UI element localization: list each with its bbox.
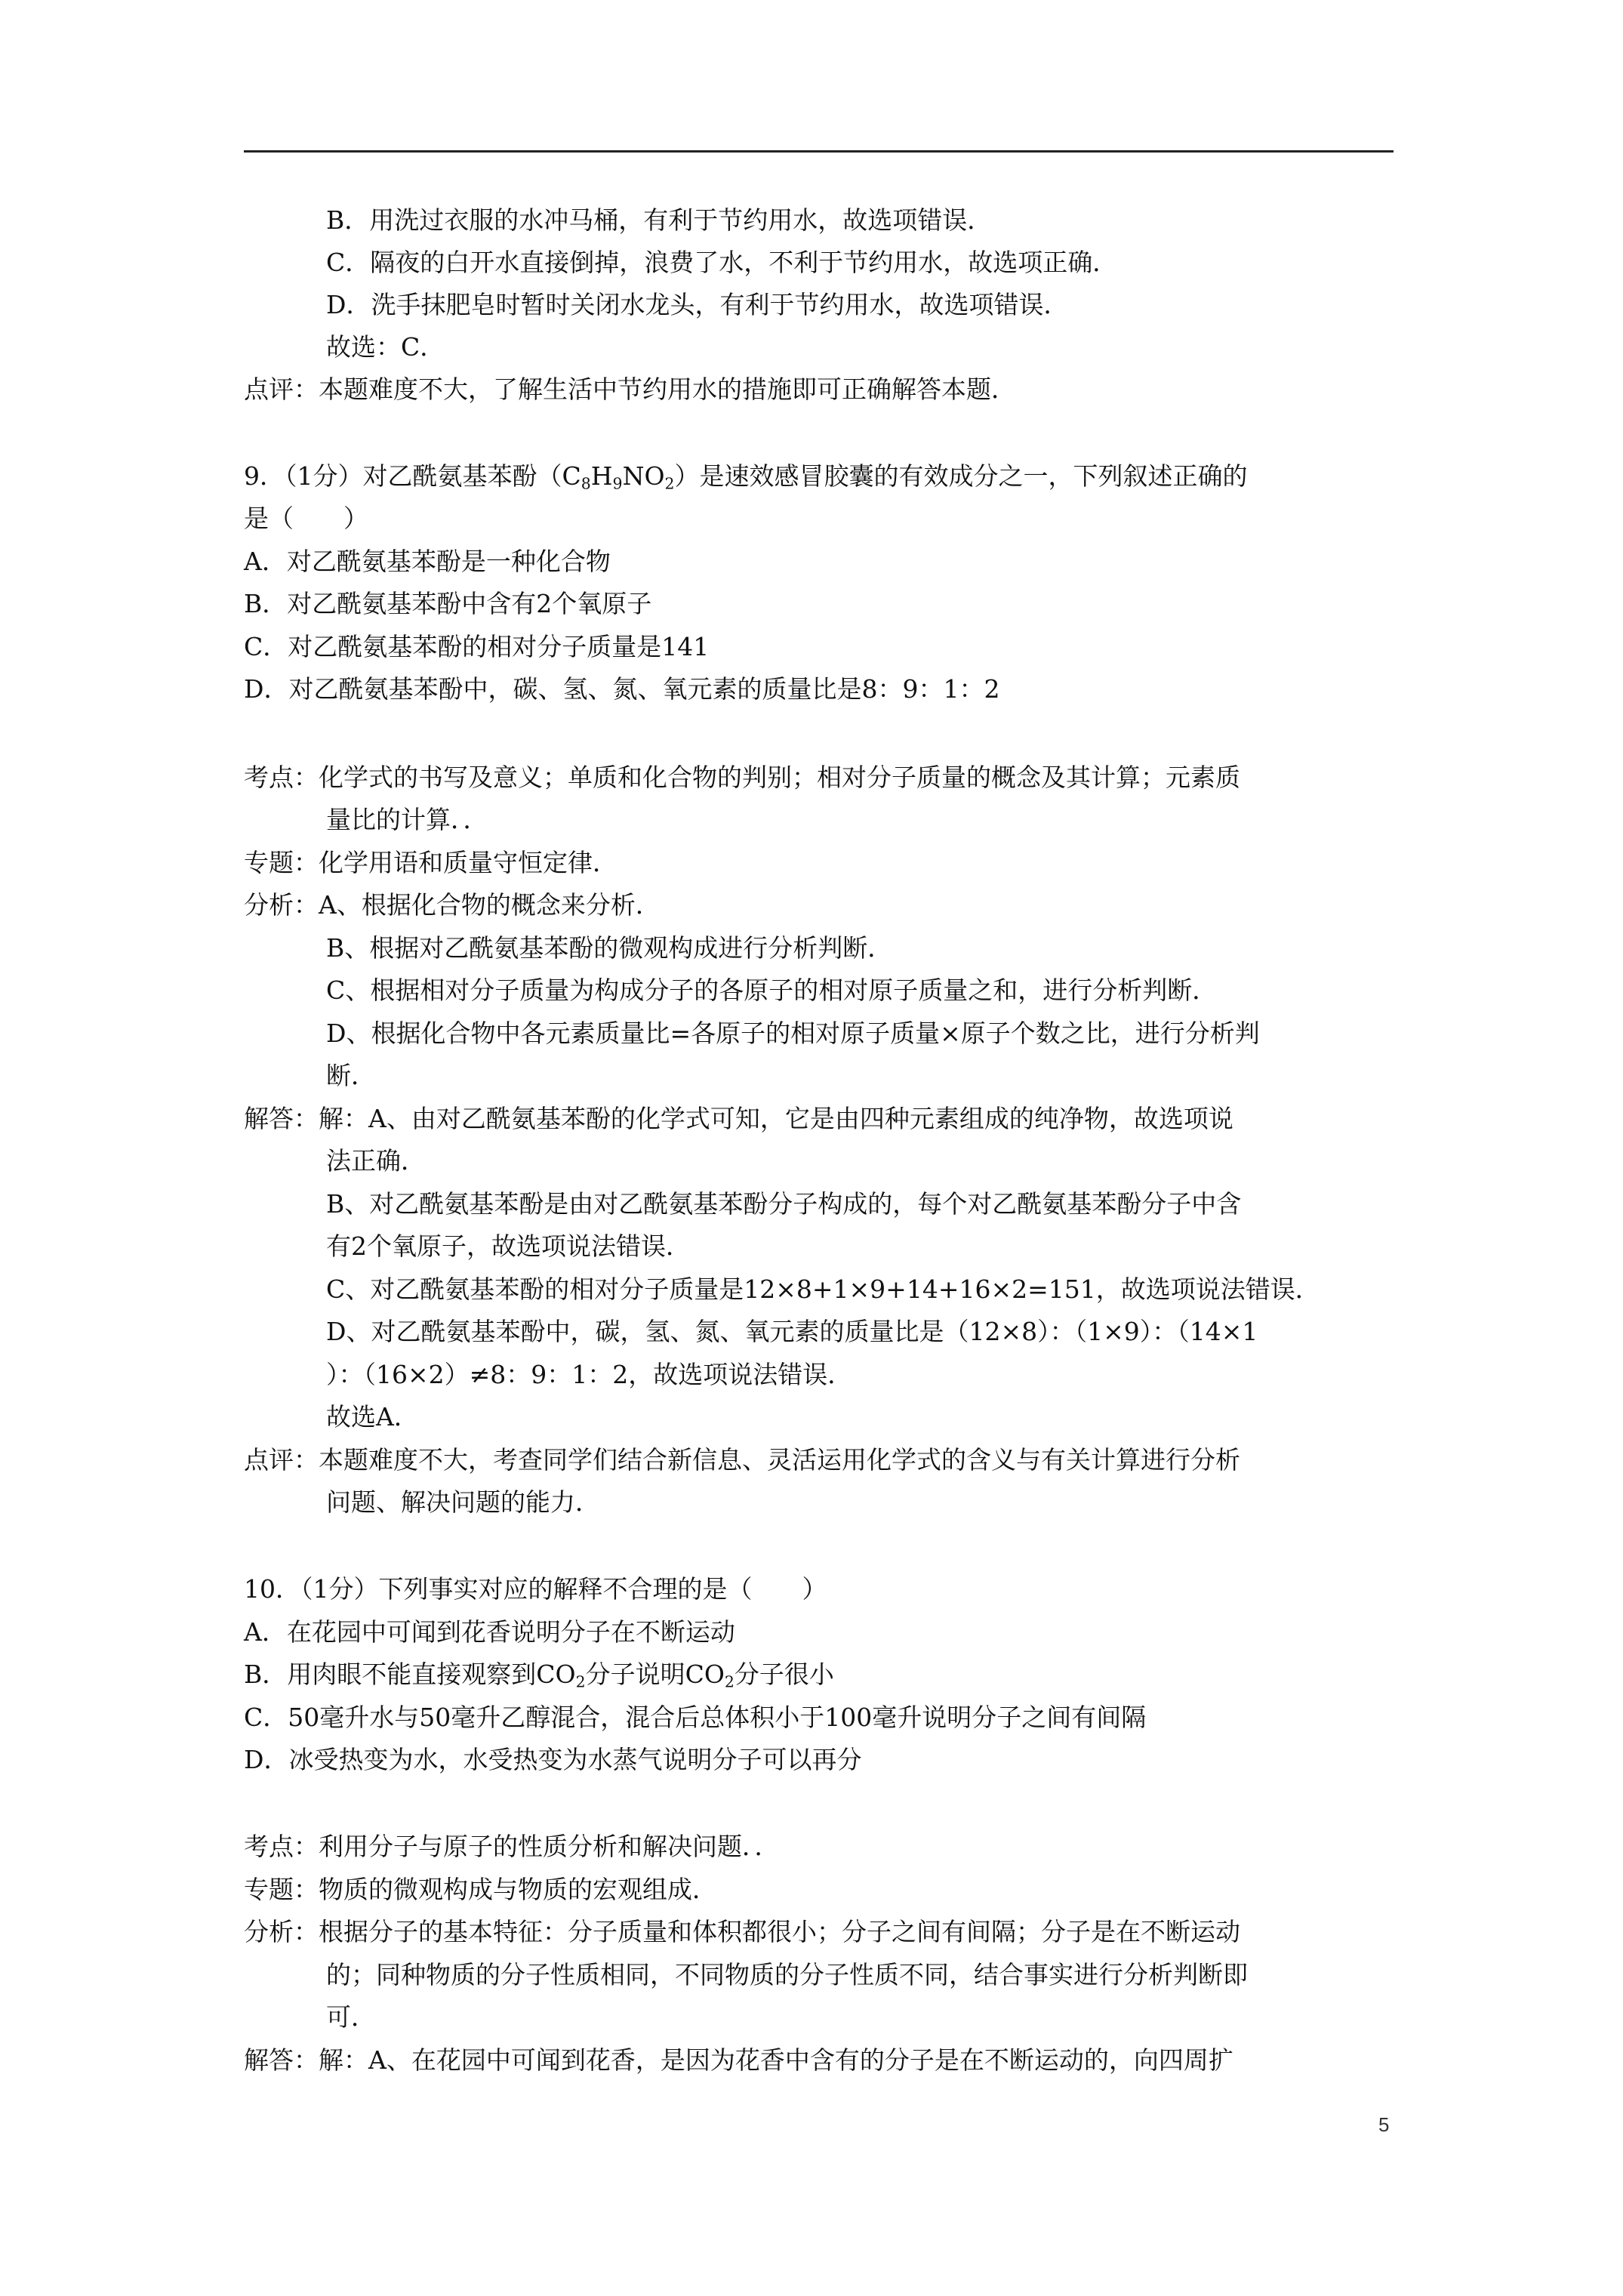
- q9-fenxi-line1: 分析：A、根据化合物的概念来分析．: [244, 890, 661, 920]
- q9-fenxi-line5: 断．: [326, 1061, 376, 1090]
- q9-fenxi-line4: D、根据化合物中各元素质量比=各原子的相对原子质量×原子个数之比，进行分析判: [326, 1019, 1260, 1048]
- q9-jieda-line3: B、对乙酰氨基苯酚是由对乙酰氨基苯酚分子构成的，每个对乙酰氨基苯酚分子中含: [326, 1189, 1242, 1219]
- q9-option-c: C．对乙酰氨基苯酚的相对分子质量是141: [244, 632, 710, 661]
- q9-kaodian-line1: 考点：化学式的书写及意义；单质和化合物的判别；相对分子质量的概念及其计算；元素质: [244, 763, 1240, 792]
- q8-option-b-explanation: B．用洗过衣服的水冲马桶，有利于节约用水，故选项错误．: [326, 205, 993, 235]
- header-rule: [244, 150, 1394, 153]
- q10-fenxi-line3: 可．: [326, 2002, 376, 2032]
- q9-option-b: B．对乙酰氨基苯酚中含有2个氧原子: [244, 589, 652, 618]
- q9-jieda-line4: 有2个氧原子，故选项说法错误．: [326, 1231, 691, 1261]
- q9-jieda-line5: C、对乙酰氨基苯酚的相对分子质量是12×8+1×9+14+16×2=151，故选项说法错误．: [326, 1274, 1320, 1304]
- q10-fenxi-line2: 的；同种物质的分子性质相同，不同物质的分子性质不同，结合事实进行分析判断即: [326, 1960, 1248, 1989]
- q10-zhuanti: 专题：物质的微观构成与物质的宏观组成．: [244, 1875, 717, 1904]
- q9-kaodian-line2: 量比的计算．．: [326, 805, 488, 834]
- q10-stem: 10．（1分）下列事实对应的解释不合理的是（ ）: [244, 1574, 827, 1604]
- q9-fenxi-line2: B、根据对乙酰氨基苯酚的微观构成进行分析判断．: [326, 933, 893, 963]
- q9-jieda-line2: 法正确．: [326, 1146, 426, 1176]
- q10-jieda-line1: 解答：解：A、在花园中可闻到花香，是因为花香中含有的分子是在不断运动的，向四周扩: [244, 2045, 1233, 2075]
- q10-option-c: C．50毫升水与50毫升乙醇混合，混合后总体积小于100毫升说明分子之间有间隔: [244, 1703, 1147, 1732]
- q9-dianping-line1: 点评：本题难度不大，考查同学们结合新信息、灵活运用化学式的含义与有关计算进行分析: [244, 1445, 1240, 1475]
- q9-zhuanti: 专题：化学用语和质量守恒定律．: [244, 848, 617, 877]
- page-number: 5: [1378, 2113, 1390, 2136]
- q9-fenxi-line3: C、根据相对分子质量为构成分子的各原子的相对原子质量之和，进行分析判断．: [326, 975, 1218, 1005]
- q10-fenxi-line1: 分析：根据分子的基本特征：分子质量和体积都很小；分子之间有间隔；分子是在不断运动: [244, 1917, 1240, 1946]
- q9-jieda-line6: D、对乙酰氨基苯酚中，碳，氢、氮、氧元素的质量比是（12×8）：（1×9）：（14×1: [326, 1317, 1258, 1346]
- q10-option-a: A．在花园中可闻到花香说明分子在不断运动: [244, 1617, 735, 1647]
- q10-option-d: D．冰受热变为水，水受热变为水蒸气说明分子可以再分: [244, 1745, 862, 1774]
- q8-answer: 故选：C．: [326, 332, 445, 362]
- q10-kaodian: 考点：利用分子与原子的性质分析和解决问题．．: [244, 1832, 780, 1861]
- q8-option-c-explanation: C．隔夜的白开水直接倒掉，浪费了水，不利于节约用水，故选项正确．: [326, 248, 1118, 277]
- q9-jieda-line1: 解答：解：A、由对乙酰氨基苯酚的化学式可知，它是由四种元素组成的纯净物，故选项说: [244, 1104, 1233, 1133]
- q8-option-d-explanation: D．洗手抹肥皂时暂时关闭水龙头，有利于节约用水，故选项错误．: [326, 290, 1069, 319]
- q10-option-b: B．用肉眼不能直接观察到$CO_2$分子说明$CO_2$分子很小: [244, 1660, 834, 1691]
- q9-option-d: D．对乙酰氨基苯酚中，碳、氢、氮、氧元素的质量比是8：9：1：2: [244, 674, 1000, 704]
- q9-stem-line2: 是（ ）: [244, 504, 368, 533]
- q9-jieda-line8: 故选A．: [326, 1402, 419, 1432]
- q9-jieda-line7: ）：（16×2）≠8：9：1：2，故选项说法错误．: [326, 1360, 853, 1389]
- q9-dianping-line2: 问题、解决问题的能力．: [326, 1487, 600, 1517]
- q9-option-a: A．对乙酰氨基苯酚是一种化合物: [244, 547, 611, 576]
- q8-comment: 点评：本题难度不大，了解生活中节约用水的措施即可正确解答本题．: [244, 374, 1016, 404]
- q9-stem-line1: 9．（1分）对乙酰氨基苯酚$(C_8H_9NO_2)$是速效感冒胶囊的有效成分之一，下列叙述正确的: [244, 461, 1248, 493]
